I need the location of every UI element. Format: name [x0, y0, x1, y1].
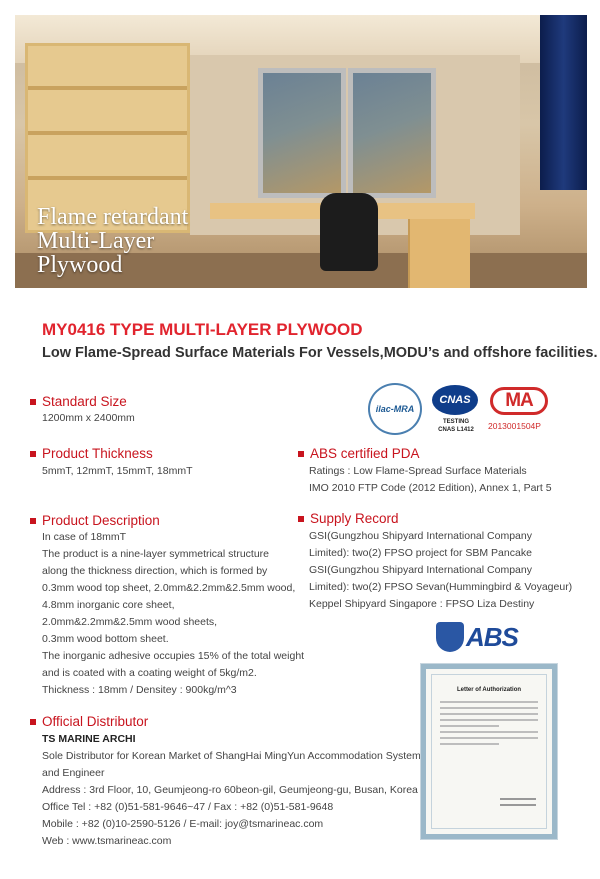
letter-text-line: [440, 713, 538, 715]
cnas-text: CNAS: [439, 394, 471, 406]
product-thickness-heading-text: Product Thickness: [42, 446, 153, 461]
hero-window-left: [258, 68, 346, 198]
hero-title-line: Flame retardant: [37, 204, 189, 230]
standard-size-heading: [30, 394, 127, 409]
letter-text-line: [440, 737, 538, 739]
supply-record-text: [309, 528, 572, 613]
ilac-mra-text: ilac-MRA: [375, 404, 415, 414]
official-distributor-heading: [30, 714, 148, 729]
product-thickness-text: 5mmT, 12mmT, 15mmT, 18mmT: [42, 465, 193, 477]
letter-signature: [500, 794, 536, 810]
standard-size-value: [42, 410, 135, 427]
bullet-icon: [30, 399, 36, 405]
description-line: In case of 18mmT: [42, 531, 127, 543]
product-thickness-value: [42, 463, 193, 480]
description-line: 4.8mm inorganic core sheet,: [42, 599, 175, 611]
abs-certified-line: IMO 2010 FTP Code (2012 Edition), Annex 1, Part 5: [309, 482, 552, 494]
supply-record-line: Limited): two(2) FPSO project for SBM Pancake: [309, 547, 532, 559]
hero-title-line: Plywood: [37, 252, 123, 278]
distributor-mobile-email: Mobile : +82 (0)10-2590-5126 / E-mail: joy@tsmarineac.com: [42, 818, 324, 830]
cnas-oval: [432, 385, 478, 415]
product-description-heading-text: Product Description: [42, 513, 160, 528]
description-line: The inorganic adhesive occupies 15% of the total weight: [42, 650, 305, 662]
abs-emblem-icon: [436, 622, 464, 652]
supply-record-line: Limited): two(2) FPSO Sevan(Hummingbird & Voyageur): [309, 581, 573, 593]
cma-logo: [488, 383, 554, 438]
description-line: along the thickness direction, which is formed by: [42, 565, 268, 577]
letter-of-authorization: [421, 664, 557, 839]
letter-text-line: [440, 731, 538, 733]
supply-record-heading: [298, 511, 399, 526]
hero-curtain: [540, 15, 587, 190]
hero-drawers: [408, 219, 470, 288]
distributor-address: Address : 3rd Floor, 10, Geumjeong-ro 60beon-gil, Geumjeong-gu, Busan, Korea: [42, 784, 418, 796]
cnas-testing: TESTING: [442, 419, 469, 425]
abs-certified-text: [309, 463, 552, 497]
hero-window-right: [348, 68, 436, 198]
letter-text-line: [440, 707, 538, 709]
description-line: 0.3mm wood bottom sheet.: [42, 633, 169, 645]
abs-logo: [436, 620, 536, 662]
abs-certified-heading: [298, 446, 420, 461]
distributor-web: Web : www.tsmarineac.com: [42, 835, 172, 847]
supply-record-line: GSI(Gungzhou Shipyard International Company: [309, 564, 532, 576]
page-subtitle: Low Flame-Spread Surface Materials For Vessels,MODU’s and offshore facilities.: [42, 345, 598, 361]
letter-text-line: [440, 725, 499, 727]
supply-record-line: Keppel Shipyard Singapore : FPSO Liza Destiny: [309, 598, 535, 610]
abs-certified-line: Ratings : Low Flame-Spread Surface Materials: [309, 465, 527, 477]
hero-title: [37, 205, 257, 277]
hero-chair: [320, 193, 378, 271]
product-thickness-heading: [30, 446, 153, 461]
page-title: MY0416 TYPE MULTI-LAYER PLYWOOD: [42, 320, 363, 339]
bullet-icon: [298, 516, 304, 522]
supply-record-line: GSI(Gungzhou Shipyard International Company: [309, 530, 532, 542]
standard-size-text: 1200mm x 2400mm: [42, 412, 135, 424]
official-distributor-heading-text: Official Distributor: [42, 714, 149, 729]
bullet-icon: [30, 451, 36, 457]
abs-logo-text: ABS: [466, 622, 518, 652]
distributor-line: and Engineer: [42, 767, 105, 779]
letter-text-line: [440, 719, 538, 721]
distributor-line: Sole Distributor for Korean Market of ShangHai MingYun Accommodation System: [42, 750, 421, 762]
bullet-icon: [30, 719, 36, 725]
cma-box: [490, 387, 548, 415]
ilac-mra-logo: [368, 383, 422, 435]
product-description-heading: [30, 513, 160, 528]
distributor-phone: Office Tel : +82 (0)51-581-9646~47 / Fax : +82 (0)51-581-9648: [42, 801, 334, 813]
cnas-logo: [428, 383, 484, 435]
standard-size-heading-text: Standard Size: [42, 394, 127, 409]
cma-text: MA: [505, 390, 533, 411]
description-line: The product is a nine-layer symmetrical structure: [42, 548, 269, 560]
bullet-icon: [30, 518, 36, 524]
supply-record-heading-text: Supply Record: [310, 511, 399, 526]
letter-title: Letter of Authorization: [456, 687, 522, 693]
hero-image: [15, 15, 587, 288]
letter-text-line: [440, 743, 499, 745]
description-line: Thickness : 18mm / Densitey : 900kg/m^3: [42, 684, 237, 696]
abs-certified-heading-text: ABS certified PDA: [310, 446, 420, 461]
bullet-icon: [298, 451, 304, 457]
description-line: 2.0mm&2.2mm&2.5mm wood sheets,: [42, 616, 218, 628]
signature-line: [500, 804, 536, 806]
letter-inner: [431, 674, 547, 829]
official-distributor-text: [42, 731, 421, 850]
signature-line: [500, 798, 536, 800]
cma-number: 2013001504P: [488, 421, 541, 431]
hero-title-line: Multi-Layer: [37, 228, 155, 254]
description-line: 0.3mm wood top sheet, 2.0mm&2.2mm&2.5mm wood,: [42, 582, 296, 594]
description-line: and is coated with a coating weight of 5kg/m2.: [42, 667, 257, 679]
cnas-code: CNAS L1412: [438, 427, 474, 433]
distributor-name: TS MARINE ARCHI: [42, 733, 136, 745]
letter-text-line: [440, 701, 538, 703]
product-description-text: [42, 529, 304, 699]
